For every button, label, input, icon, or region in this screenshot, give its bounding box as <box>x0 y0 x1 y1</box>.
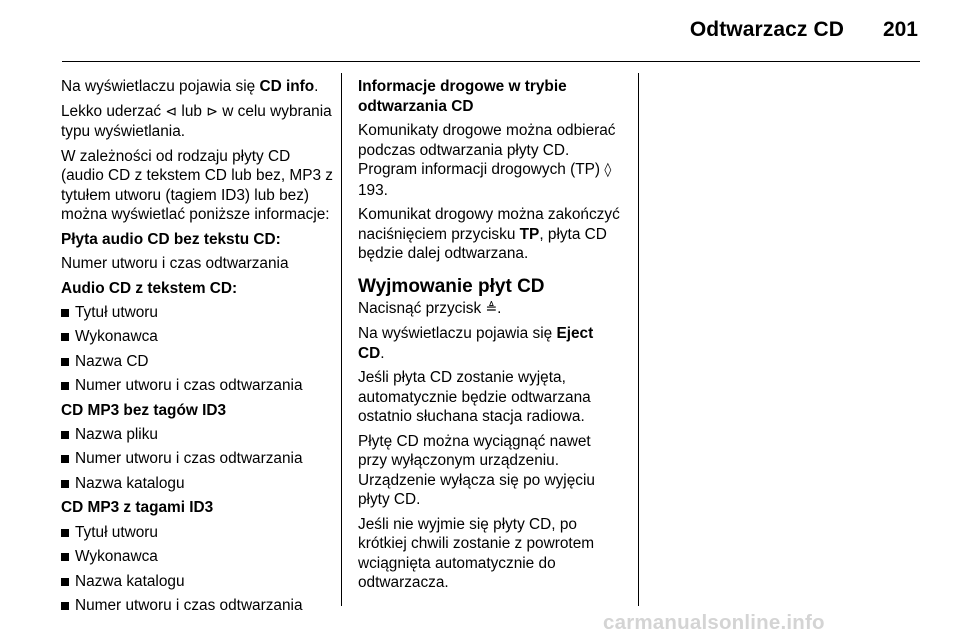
list-item: Numer utworu i czas odtwarzania <box>61 596 333 616</box>
paragraph-display-type: Lekko uderzać ⊲ lub ⊳ w celu wybrania typu wyświetlania. <box>61 102 332 140</box>
bullet-icon <box>61 578 69 586</box>
middle-column <box>358 77 620 598</box>
list-item: Tytuł utworu <box>61 523 333 543</box>
text-track-time: Numer utworu i czas odtwarzania <box>61 255 289 272</box>
bullet-icon <box>61 529 69 537</box>
page-header <box>62 0 920 60</box>
page-title: Odtwarzacz CD <box>689 18 844 41</box>
list-audio-cd-text <box>61 303 333 396</box>
left-column <box>61 77 333 620</box>
paragraph-eject-power-off: Płytę CD można wyciągnąć nawet przy wyłączonym urządzeniu. Urządzenie wyłącza się po wyjęciu płyty CD. <box>358 432 595 508</box>
list-item: Wykonawca <box>61 547 333 567</box>
watermark: carmanualsonline.info <box>603 611 825 634</box>
paragraph-eject-press: Nacisnąć przycisk ≜. <box>358 299 502 317</box>
list-item: Wykonawca <box>61 327 333 347</box>
paragraph-traffic-reception: Komunikaty drogowe można odbierać podczas odtwarzania płyty CD. Program informacji drogowych (TP) ◊ 193. <box>358 122 616 199</box>
paragraph-eject-display: Na wyświetlaczu pojawia się Eject CD. <box>358 325 594 362</box>
bullet-icon <box>61 455 69 463</box>
list-item: Numer utworu i czas odtwarzania <box>61 376 333 396</box>
paragraph-cd-types: W zależności od rodzaju płyty CD (audio CD z tekstem CD lub bez, MP3 z tytułem utworu (tagiem ID3) lub bez) można wyświetlać poniższe informacje: <box>61 147 333 223</box>
column-divider-right <box>638 73 639 606</box>
paragraph-traffic-end: Komunikat drogowy można zakończyć naciśnięciem przycisku TP, płyta CD będzie dalej odtwarzana. <box>358 206 620 262</box>
eject-cd-term: Eject CD <box>358 325 594 362</box>
tp-button-term: TP <box>519 225 540 243</box>
seek-right-icon: ⊳ <box>206 103 218 120</box>
bullet-icon <box>61 553 69 561</box>
seek-left-icon: ⊲ <box>165 103 178 120</box>
heading-audio-cd-no-text: Płyta audio CD bez tekstu CD: <box>61 230 281 248</box>
list-item: Nazwa pliku <box>61 425 333 445</box>
paragraph-eject-radio: Jeśli płyta CD zostanie wyjęta, automatycznie będzie odtwarzana ostatnio słuchana stacja radiowa. <box>358 369 591 425</box>
list-item: Numer utworu i czas odtwarzania <box>61 449 333 469</box>
page-reference-icon: ◊ <box>604 162 612 178</box>
heading-mp3-with-tags: CD MP3 z tagami ID3 <box>61 499 214 517</box>
list-mp3-with-tags <box>61 523 333 616</box>
heading-mp3-no-tags: CD MP3 bez tagów ID3 <box>61 401 227 419</box>
eject-icon: ≜ <box>485 300 498 317</box>
heading-audio-cd-text: Audio CD z tekstem CD: <box>61 279 238 297</box>
bullet-icon <box>61 602 69 610</box>
paragraph-eject-auto-retract: Jeśli nie wyjmie się płyty CD, po krótkiej chwili zostanie z powrotem wciągnięta automatycznie do odtwarzacza. <box>358 515 595 591</box>
list-item: Nazwa katalogu <box>61 572 333 592</box>
bullet-icon <box>61 333 69 341</box>
list-item: Nazwa katalogu <box>61 474 333 494</box>
bullet-icon <box>61 480 69 488</box>
page-number: 201 <box>882 18 918 41</box>
bullet-icon <box>61 309 69 317</box>
paragraph-cd-info: Na wyświetlaczu pojawia się CD info. <box>61 78 319 95</box>
heading-eject-cd: Wyjmowanie płyt CD <box>358 275 545 297</box>
column-divider-left <box>341 73 342 606</box>
list-mp3-no-tags <box>61 425 333 493</box>
list-item: Nazwa CD <box>61 352 333 372</box>
list-item: Tytuł utworu <box>61 303 333 323</box>
cd-info-term: CD info <box>259 78 315 95</box>
bullet-icon <box>61 358 69 366</box>
bullet-icon <box>61 431 69 439</box>
bullet-icon <box>61 382 69 390</box>
heading-traffic-info: Informacje drogowe w trybie odtwarzania CD <box>358 78 567 115</box>
header-rule <box>62 61 920 62</box>
